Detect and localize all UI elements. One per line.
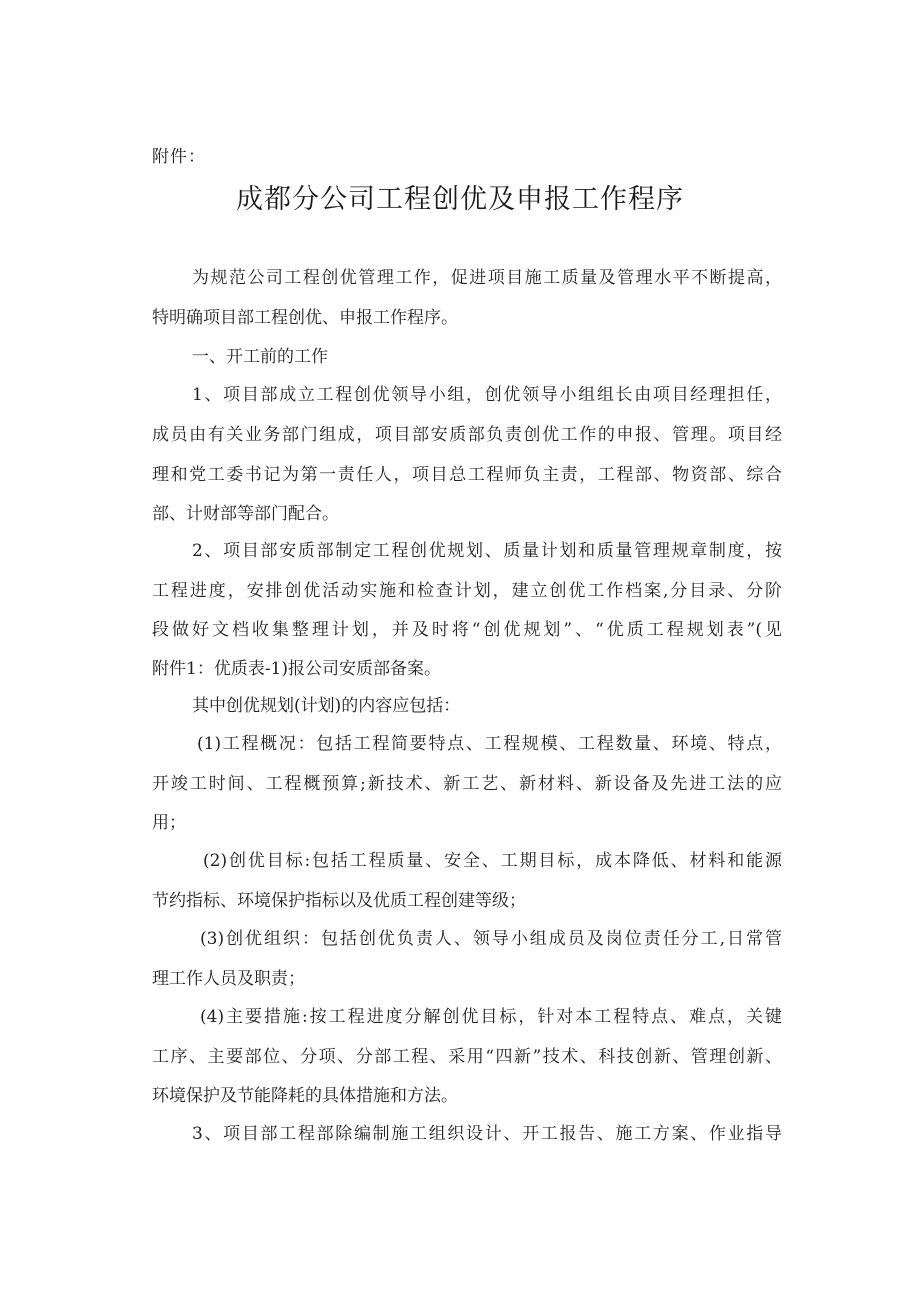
document-title: 成都分公司工程创优及申报工作程序 (236, 184, 684, 215)
paragraph-line: 1、项目部成立工程创优领导小组，创优领导小组组长由项目经理担任， (192, 385, 782, 405)
paragraph-line: 2、项目部安质部制定工程创优规划、质量计划和质量管理规章制度，按 (192, 541, 782, 561)
paragraph-line: 理和党工委书记为第一责任人，项目总工程师负主责，工程部、物资部、综合 (152, 465, 782, 485)
paragraph-line: 段做好文档收集整理计划，并及时将“创优规划”、“优质工程规划表”(见 (152, 620, 782, 640)
list-item-line: 理工作人员及职责； (152, 969, 305, 989)
paragraph-line: 其中创优规划(计划)的内容应包括： (192, 696, 461, 716)
list-item-line: (3)创优组织：包括创优负责人、领导小组成员及岗位责任分工,日常管 (200, 929, 782, 949)
paragraph-line: 附件1：优质表-1)报公司安质部备案。 (152, 659, 442, 679)
list-item-line: (4)主要措施:按工程进度分解创优目标，针对本工程特点、难点，关键 (200, 1007, 782, 1027)
list-item-line: 工序、主要部位、分项、分部工程、采用“四新”技术、科技创新、管理创新、 (152, 1047, 782, 1067)
section-heading: 一、开工前的工作 (192, 347, 328, 367)
paragraph-line: 工程进度，安排创优活动实施和检查计划，建立创优工作档案,分目录、分阶 (152, 581, 782, 601)
paragraph-line: 为规范公司工程创优管理工作，促进项目施工质量及管理水平不断提高， (192, 268, 782, 288)
list-item-line: (1)工程概况：包括工程简要特点、工程规模、工程数量、环境、特点， (197, 734, 782, 754)
paragraph-line: 3、项目部工程部除编制施工组织设计、开工报告、施工方案、作业指导 (192, 1124, 782, 1144)
list-item-line: (2)创优目标:包括工程质量、安全、工期目标，成本降低、材料和能源 (203, 851, 782, 871)
paragraph-line: 成员由有关业务部门组成，项目部安质部负责创优工作的申报、管理。项目经 (152, 425, 782, 445)
attachment-label: 附件： (152, 147, 206, 167)
paragraph-line: 特明确项目部工程创优、申报工作程序。 (152, 308, 458, 328)
list-item-line: 环境保护及节能降耗的具体措施和方法。 (152, 1086, 458, 1106)
list-item-line: 节约指标、环境保护指标以及优质工程创建等级； (152, 891, 526, 911)
paragraph-line: 部、计财部等部门配合。 (152, 504, 339, 524)
list-item-line: 用； (152, 813, 186, 833)
list-item-line: 开竣工时间、工程概预算;新技术、新工艺、新材料、新设备及先进工法的应 (152, 774, 782, 794)
